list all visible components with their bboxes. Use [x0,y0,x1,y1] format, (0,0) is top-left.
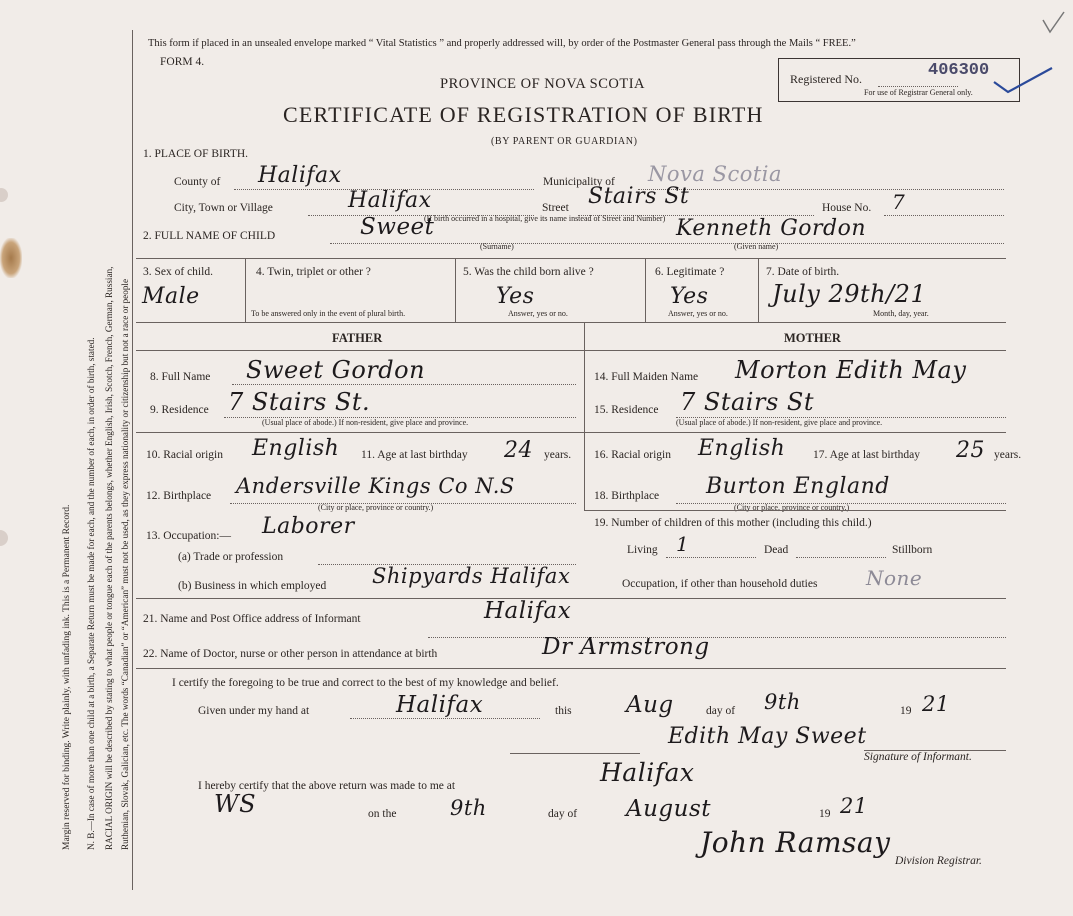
father-occupation-label: 13. Occupation:— [146,530,231,542]
stillborn-label: Stillborn [892,544,933,556]
given-place: Halifax [396,692,484,718]
mother-occupation-label: Occupation, if other than household duties [622,578,818,590]
father-name: Sweet Gordon [246,356,426,384]
living-label: Living [627,544,658,556]
mother-age: 25 [956,438,985,463]
page-subtitle: (BY PARENT OR GUARDIAN) [491,136,638,147]
day-of-label: day of [706,705,736,717]
born-alive-label: 5. Was the child born alive ? [463,266,594,278]
father-occupation: Laborer [262,514,355,539]
born-alive-value: Yes [496,284,535,309]
father-birthplace-note: (City or place, province or country.) [318,503,434,512]
registrar-month: August [626,796,712,822]
mother-occupation: None [866,566,923,590]
county-value: Halifax [258,163,342,188]
legitimate-value: Yes [670,284,709,309]
on-the-label: on the [368,808,397,820]
father-residence-label: 9. Residence [150,404,209,416]
informant-signature-label: Signature of Informant. [864,751,972,763]
twin-label: 4. Twin, triplet or other ? [256,266,371,278]
child-given-name: Kenneth Gordon [676,216,867,241]
binding-hole [0,530,8,546]
father-residence: 7 Stairs St. [228,388,371,416]
registered-number-note: For use of Registrar General only. [864,88,973,97]
stain-mark [0,238,22,278]
postal-notice: This form if placed in an unsealed envelope marked “ Vital Statistics ” and properly addressed will, by order of the Postmaster General pass through the Mails “ FREE.” [148,38,856,49]
margin-note-racial-origin: RACIAL ORIGIN will be described by stating to what people or tongue each of the parents belongs, whether English, Irish, Scotch, French, German, Russian, [104,266,114,850]
house-value: 7 [892,190,906,214]
mother-name-label: 14. Full Maiden Name [594,371,699,383]
father-heading: FATHER [332,331,383,345]
mother-race: English [698,436,786,461]
registrar-day-of-label: day of [548,808,578,820]
binding-hole [0,188,8,202]
mother-years: years. [994,449,1022,461]
registrar-year-prefix: 19 [819,808,831,820]
house-label: House No. [822,202,872,214]
sex-label: 3. Sex of child. [143,266,213,278]
doctor-label: 22. Name of Doctor, nurse or other person in attendance at birth [143,648,438,660]
father-residence-note: (Usual place of abode.) If non-resident, give place and province. [262,418,469,427]
margin-note-racial-origin-2: Ruthenian, Slovak, Galician, etc. The words “Canadian” or “American” must not be used, as they express nationality or citizenship but not a race or people [120,278,130,850]
father-age-label: 11. Age at last birthday [361,449,468,461]
father-birthplace-label: 12. Birthplace [146,490,212,502]
province-heading: PROVINCE OF NOVA SCOTIA [440,76,645,92]
margin-rule [132,30,133,890]
certify-year-prefix: 19 [900,705,912,717]
page-title: CERTIFICATE OF REGISTRATION OF BIRTH [283,102,764,127]
city-value: Halifax [348,188,432,213]
father-age: 24 [504,438,533,463]
sex-value: Male [142,284,200,309]
legitimate-label: 6. Legitimate ? [655,266,725,278]
given-name-note: (Given name) [734,242,779,251]
place-of-birth-label: 1. PLACE OF BIRTH. [143,148,249,160]
mother-age-label: 17. Age at last birthday [813,449,920,461]
registrar-initials: WS [214,790,257,818]
father-name-label: 8. Full Name [150,371,211,383]
father-race: English [252,436,340,461]
surname-note: (Surname) [480,242,514,251]
registrar-signature: John Ramsay [700,826,891,859]
date-of-birth-note: Month, day, year. [873,309,929,318]
certify-month: Aug [626,692,674,718]
mother-birthplace-note: (City or place, province or country.) [734,503,850,512]
registrar-signature-label: Division Registrar. [895,855,982,867]
father-trade-label: (a) Trade or profession [178,551,284,563]
certify-day: 9th [764,690,801,714]
registrar-place: Halifax [600,758,695,787]
date-of-birth-label: 7. Date of birth. [766,266,840,278]
city-label: City, Town or Village [174,202,273,214]
doctor-value: Dr Armstrong [542,634,710,660]
born-alive-note: Answer, yes or no. [508,309,568,318]
informant-value: Halifax [484,598,572,624]
informant-signature: Edith May Sweet [668,724,867,749]
child-surname: Sweet [360,214,435,240]
margin-note-binding: Margin reserved for binding. Write plainly, with unfading ink. This is a Permanent Record. [62,504,72,850]
legitimate-note: Answer, yes or no. [668,309,728,318]
date-of-birth-value: July 29th/21 [772,280,927,308]
registrar-certify-text: I hereby certify that the above return was made to me at [198,780,456,792]
father-race-label: 10. Racial origin [146,449,223,461]
municipality-label: Municipality of [543,176,615,188]
registrar-day: 9th [450,796,487,820]
informant-label: 21. Name and Post Office address of Informant [143,613,361,625]
certify-year: 21 [922,692,950,716]
mother-residence: 7 Stairs St [680,388,814,416]
mother-name: Morton Edith May [735,356,967,384]
living-value: 1 [676,532,690,556]
hospital-note: (If birth occurred in a hospital, give its name instead of Street and Number) [424,214,666,223]
father-business: Shipyards Halifax [372,564,571,588]
certify-text: I certify the foregoing to be true and correct to the best of my knowledge and belief. [172,677,559,689]
registrar-year: 21 [840,794,868,818]
mother-residence-label: 15. Residence [594,404,659,416]
corner-check-icon [1040,10,1068,38]
form-number: FORM 4. [160,56,205,68]
mother-birthplace: Burton England [706,474,890,499]
twin-note: To be answered only in the event of plural birth. [251,309,406,318]
children-count-label: 19. Number of children of this mother (including this child.) [594,517,872,529]
municipality-value: Nova Scotia [648,162,783,186]
margin-note-multiple-births: N. B.—In case of more than one child at a birth, a Separate Return must be made for each, and the number of each, in order of birth, stated. [86,337,96,850]
mother-race-label: 16. Racial origin [594,449,671,461]
father-years: years. [544,449,572,461]
father-business-label: (b) Business in which employed [178,580,327,592]
mother-birthplace-label: 18. Birthplace [594,490,660,502]
registered-number: 406300 [928,61,990,80]
given-under-label: Given under my hand at [198,705,310,717]
checkmark-icon [990,62,1060,102]
this-label: this [555,705,572,717]
mother-residence-note: (Usual place of abode.) If non-resident, give place and province. [676,418,883,427]
street-value: Stairs St [588,184,690,209]
child-name-label: 2. FULL NAME OF CHILD [143,230,276,242]
street-label: Street [542,202,569,214]
dead-label: Dead [764,544,789,556]
county-label: County of [174,176,221,188]
mother-heading: MOTHER [784,331,841,345]
father-birthplace: Andersville Kings Co N.S [236,474,515,498]
registered-number-label: Registered No. [790,72,862,86]
